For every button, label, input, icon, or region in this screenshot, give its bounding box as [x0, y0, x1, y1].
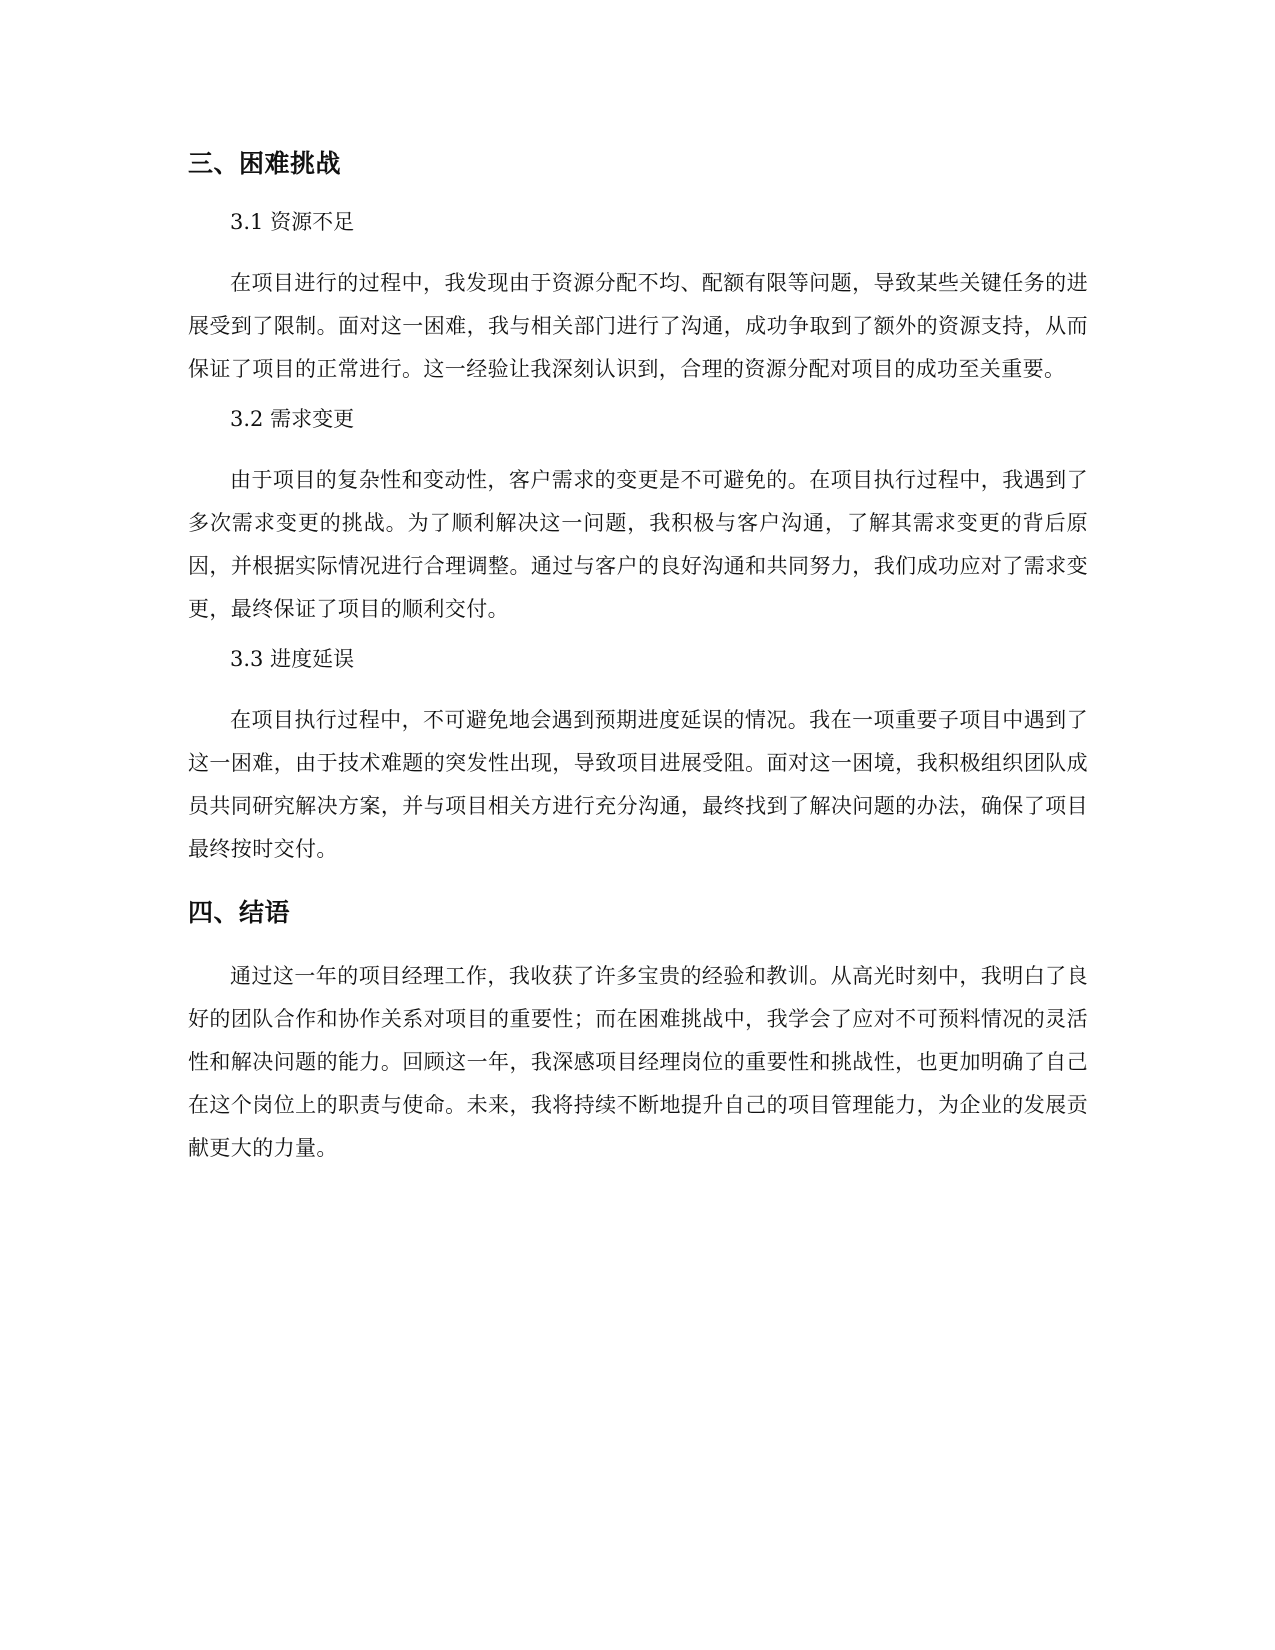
subheading-resource-shortage: 3.1 资源不足	[230, 210, 355, 234]
paragraph-conclusion: 通过这一年的项目经理工作，我收获了许多宝贵的经验和教训。从高光时刻中，我明白了良好的团队合作和协作关系对项目的重要性；而在困难挑战中，我学会了应对不可预料情况的灵活性和解决问题的能力。回顾这一年，我深感项目经理岗位的重要性和挑战性，也更加明确了自己在这个岗位上的职责与使命。未来，我将持续不断地提升自己的项目管理能力，为企业的发展贡献更大的力量。	[188, 964, 1088, 1160]
section-title-conclusion: 四、结语	[188, 898, 291, 927]
paragraph-schedule-delay: 在项目执行过程中，不可避免地会遇到预期进度延误的情况。我在一项重要子项目中遇到了这一困难，由于技术难题的突发性出现，导致项目进展受阻。面对这一困境，我积极组织团队成员共同研究解决方案，并与项目相关方进行充分沟通，最终找到了解决问题的办法，确保了项目最终按时交付。	[188, 708, 1088, 861]
section-title-challenges: 三、困难挑战	[188, 149, 342, 178]
paragraph-requirement-change: 由于项目的复杂性和变动性，客户需求的变更是不可避免的。在项目执行过程中，我遇到了多次需求变更的挑战。为了顺利解决这一问题，我积极与客户沟通，了解其需求变更的背后原因，并根据实际情况进行合理调整。通过与客户的良好沟通和共同努力，我们成功应对了需求变更，最终保证了项目的顺利交付。	[188, 468, 1088, 621]
subheading-schedule-delay: 3.3 进度延误	[230, 647, 355, 671]
document-content	[188, 146, 1088, 1170]
subheading-requirement-change: 3.2 需求变更	[230, 407, 355, 431]
paragraph-resource-shortage: 在项目进行的过程中，我发现由于资源分配不均、配额有限等问题，导致某些关键任务的进展受到了限制。面对这一困难，我与相关部门进行了沟通，成功争取到了额外的资源支持，从而保证了项目的正常进行。这一经验让我深刻认识到，合理的资源分配对项目的成功至关重要。	[188, 271, 1088, 381]
